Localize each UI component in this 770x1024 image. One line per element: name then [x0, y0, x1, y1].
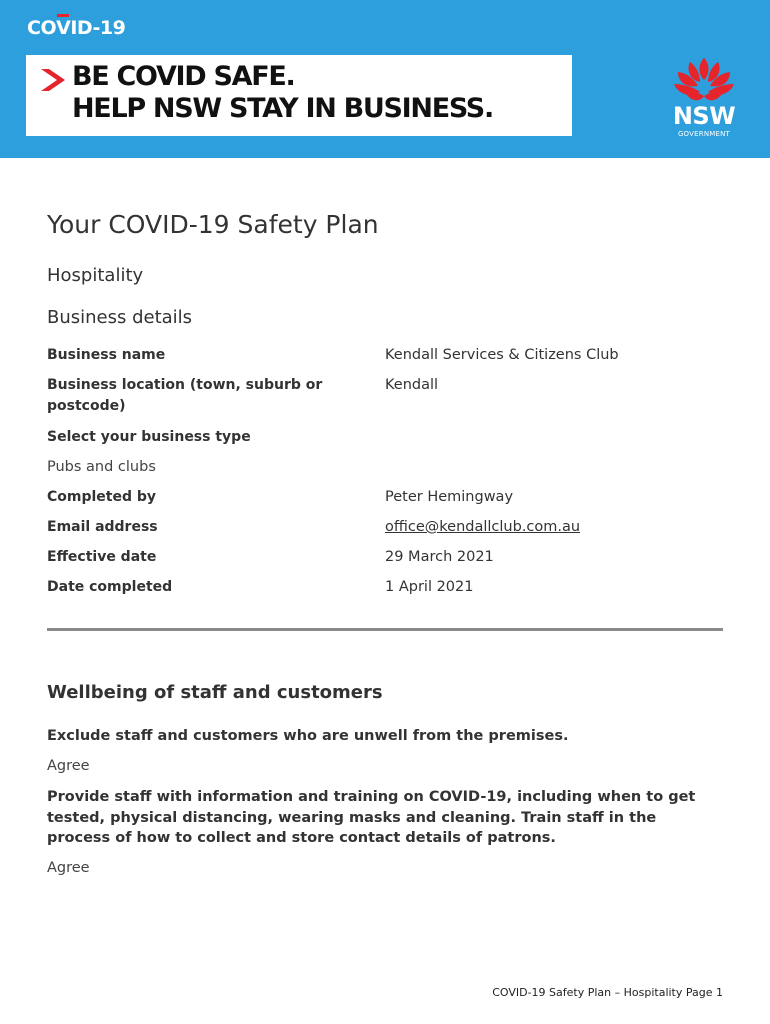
waratah-icon	[670, 54, 738, 104]
chevron-right-icon	[40, 67, 66, 93]
date-completed-label: Date completed	[47, 579, 173, 595]
nsw-wordmark: NSW	[672, 102, 736, 130]
be-covid-safe-banner	[26, 55, 572, 136]
covid-19-logo: COVID-19	[27, 17, 126, 39]
section-divider	[47, 628, 723, 631]
header-bar	[0, 0, 770, 158]
effective-date-value: 29 March 2021	[385, 549, 494, 565]
wellbeing-item-1-text: Exclude staff and customers who are unwell from the premises.	[47, 728, 569, 744]
wellbeing-item-2-text: Provide staff with information and training on COVID-19, including when to get tested, physical distancing, wearing masks and cleaning. Train staff in the process of how to collect and store contact details of patrons.	[47, 789, 696, 846]
email-address-link[interactable]: office@kendallclub.com.au	[385, 519, 581, 535]
business-type-label: Select your business type	[47, 429, 251, 445]
page-footer: COVID-19 Safety Plan – Hospitality Page 1	[492, 986, 723, 999]
banner-line-2: HELP NSW STAY IN BUSINESS.	[72, 93, 493, 124]
government-wordmark: GOVERNMENT	[677, 130, 731, 138]
wellbeing-heading: Wellbeing of staff and customers	[47, 682, 383, 703]
business-location-label: Business location (town, suburb or postcode)	[47, 377, 323, 414]
business-name-value: Kendall Services & Citizens Club	[385, 347, 619, 363]
sector-heading: Hospitality	[47, 265, 144, 286]
wellbeing-item-2-answer: Agree	[47, 860, 90, 876]
completed-by-label: Completed by	[47, 489, 157, 505]
email-address-label: Email address	[47, 519, 158, 535]
date-completed-value: 1 April 2021	[385, 579, 474, 595]
business-name-label: Business name	[47, 347, 166, 363]
wellbeing-item-1-answer: Agree	[47, 758, 90, 774]
business-details-heading: Business details	[47, 307, 193, 328]
business-type-value: Pubs and clubs	[47, 459, 156, 475]
banner-line-1: BE COVID SAFE.	[72, 61, 295, 92]
effective-date-label: Effective date	[47, 549, 157, 565]
completed-by-value: Peter Hemingway	[385, 489, 514, 505]
nsw-government-logo	[664, 54, 744, 142]
page-title: Your COVID-19 Safety Plan	[47, 210, 379, 239]
business-location-value: Kendall	[385, 377, 439, 393]
